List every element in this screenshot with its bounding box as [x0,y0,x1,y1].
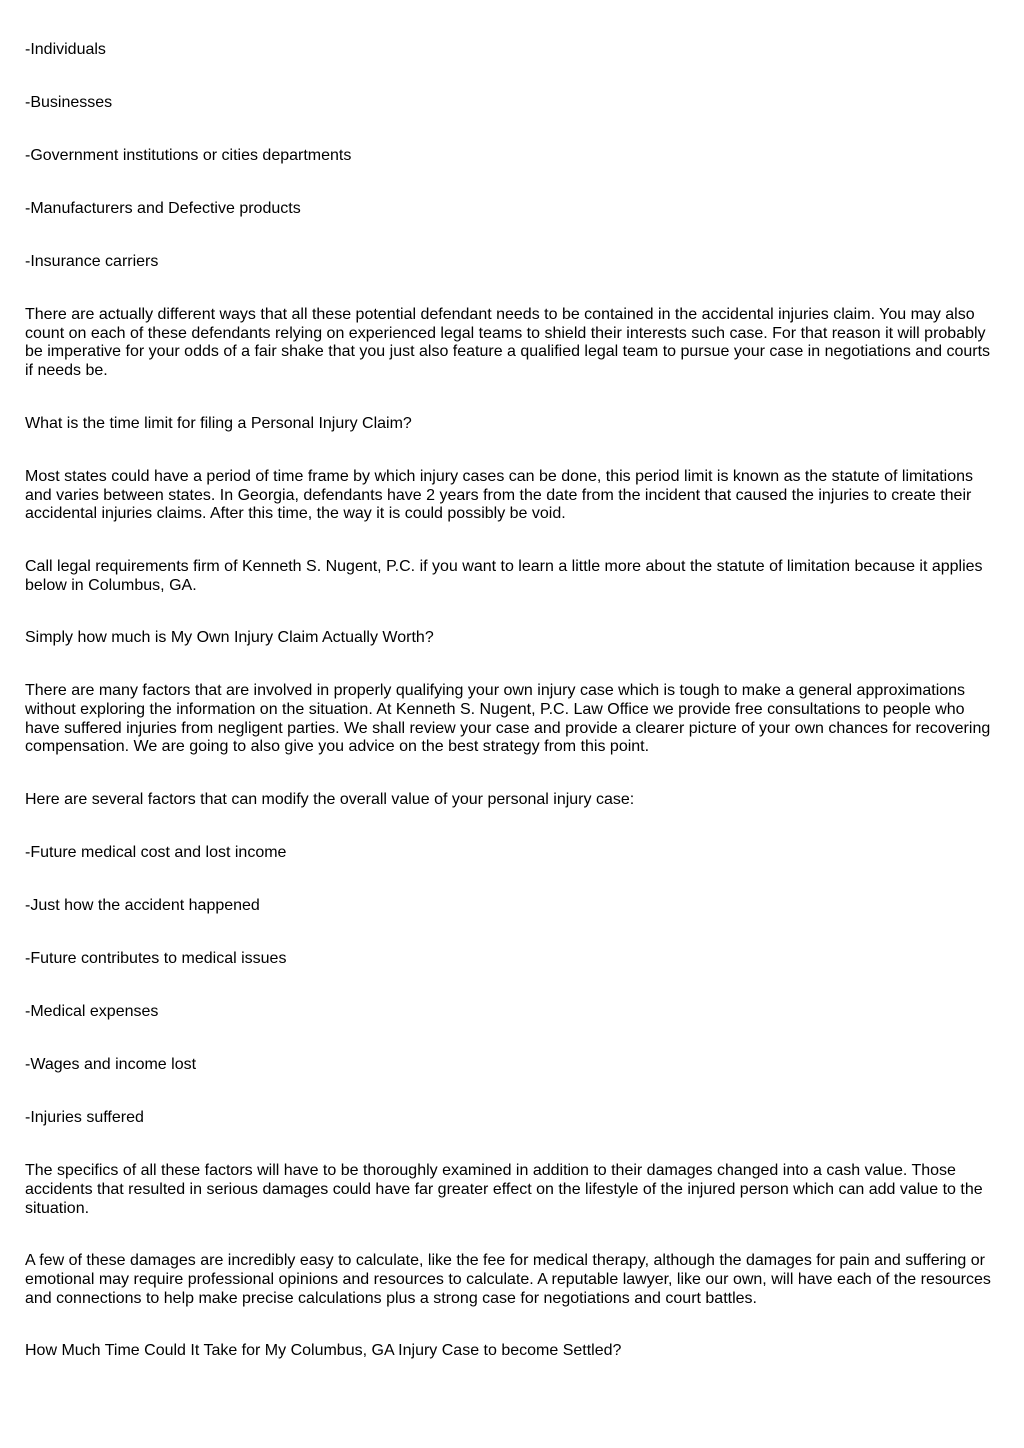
paragraph-call-firm: Call legal requirements firm of Kenneth S. Nugent, P.C. if you want to learn a little more about the statute of limitation because it applies below in Columbus, GA. [25,557,983,594]
list-item-wages: -Wages and income lost [25,1056,197,1074]
list-item-accident: -Just how the accident happened [25,897,260,915]
list-item-future-medical: -Future medical cost and lost income [25,844,287,862]
paragraph-statute: Most states could have a period of time frame by which injury cases can be done, this period limit is known as the statute of limitations and varies between states. In Georgia, defendants have 2 years from the date from the incident that caused the injuries to create their accidental injuries claims. After this time, the way it is could possibly be void. [25,467,974,523]
paragraph-factors-intro: There are many factors that are involved in properly qualifying your own injury case which is tough to make a general approximations without exploring the information on the situation. At Kenneth S. Nugent, P.C. Law Office we provide free consultations to people who have suffered injuries from negligent parties. We shall review your case and provide a clearer picture of your own chances for recovering compensation. We are going to also give you advice on the best strategy from this point. [25,682,991,756]
paragraph-defendants: There are actually different ways that all these potential defendant needs to be contained in the accidental injuries claim. You may also count on each of these defendants relying on experienced legal teams to shield their interests such case. For that reason it will probably be imperative for your odds of a fair shake that you just also feature a qualified legal team to pursue your case in negotiations and courts if needs be. [25,306,991,380]
list-item-manufacturers: -Manufacturers and Defective products [25,200,301,217]
document-body [25,41,1001,1395]
heading-claim-worth: Simply how much is My Own Injury Claim Actually Worth? [25,629,434,647]
list-item-government: -Government institutions or cities departments [25,147,352,164]
list-item-medical-expenses: -Medical expenses [25,1003,159,1021]
heading-settlement-time: How Much Time Could It Take for My Columbus, GA Injury Case to become Settled? [25,1342,622,1360]
paragraph-specifics: The specifics of all these factors will have to be thoroughly examined in addition to their damages changed into a cash value. Those accidents that resulted in serious damages could have far greater effect on the lifestyle of the injured person which can add value to the situation. [25,1162,983,1217]
list-item-injuries: -Injuries suffered [25,1109,144,1127]
list-item-individuals: -Individuals [25,41,106,58]
heading-time-limit: What is the time limit for filing a Personal Injury Claim? [25,414,412,432]
list-item-insurance: -Insurance carriers [25,253,159,270]
list-item-businesses: -Businesses [25,94,113,111]
paragraph-factors-lead: Here are several factors that can modify the overall value of your personal injury case: [25,791,635,809]
paragraph-damages: A few of these damages are incredibly easy to calculate, like the fee for medical therapy, although the damages for pain and suffering or emotional may require professional opinions and resources to calculate. A reputable lawyer, like our own, will have each of the resources and connections to help make precise calculations plus a strong case for negotiations and court battles. [25,1252,991,1307]
list-item-future-contributes: -Future contributes to medical issues [25,950,287,968]
